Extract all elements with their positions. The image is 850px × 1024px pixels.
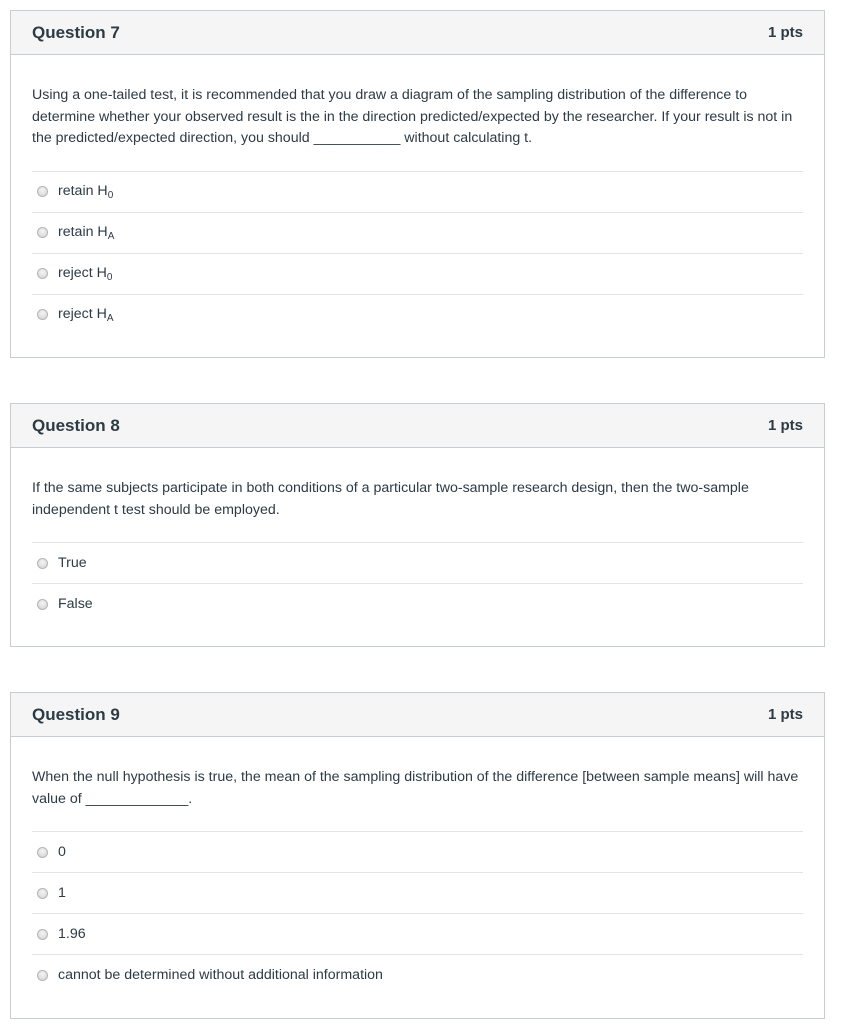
- radio-button[interactable]: [37, 558, 48, 569]
- answer-option[interactable]: [32, 295, 803, 335]
- question-text: When the null hypothesis is true, the mean of the sampling distribution of the difference [between sample means] will have value of _____________.: [32, 769, 799, 807]
- question-header: [11, 693, 824, 737]
- answer-option[interactable]: [32, 832, 803, 873]
- answer-list: [32, 831, 803, 995]
- question-8-card: [10, 403, 825, 647]
- question-points: 1 pts: [767, 417, 803, 434]
- answer-option[interactable]: [32, 172, 803, 213]
- radio-button[interactable]: [37, 186, 48, 197]
- question-title: Question 7: [32, 22, 120, 42]
- question-points: 1 pts: [767, 24, 803, 41]
- radio-button[interactable]: [37, 847, 48, 858]
- answer-option[interactable]: [32, 254, 803, 295]
- answer-label: False: [58, 596, 93, 612]
- radio-button[interactable]: [37, 268, 48, 279]
- radio-button[interactable]: [37, 227, 48, 238]
- answer-label: 1: [58, 885, 66, 901]
- answer-list: [32, 542, 803, 624]
- answer-option[interactable]: [32, 873, 803, 914]
- radio-button[interactable]: [37, 309, 48, 320]
- question-header: [11, 11, 824, 55]
- question-title: Question 8: [32, 415, 120, 435]
- answer-label: 1.96: [58, 926, 86, 942]
- answer-option[interactable]: [32, 213, 803, 254]
- answer-option[interactable]: [32, 914, 803, 955]
- radio-button[interactable]: [37, 888, 48, 899]
- radio-button[interactable]: [37, 970, 48, 981]
- question-points: 1 pts: [767, 706, 803, 723]
- question-header: [11, 404, 824, 448]
- question-text: If the same subjects participate in both conditions of a particular two-sample research design, then the two-sample independent t test should be employed.: [32, 480, 749, 518]
- answer-label: reject $H_A$: [58, 305, 114, 324]
- answer-option[interactable]: [32, 955, 803, 995]
- answer-option[interactable]: [32, 584, 803, 624]
- answer-label: cannot be determined without additional information: [58, 967, 383, 983]
- answer-label: reject $H_0$: [58, 264, 113, 283]
- radio-button[interactable]: [37, 599, 48, 610]
- answer-list: [32, 171, 803, 335]
- question-9-card: [10, 692, 825, 1019]
- question-7-card: [10, 10, 825, 358]
- answer-option[interactable]: [32, 543, 803, 584]
- answer-label: retain $H_0$: [58, 182, 114, 201]
- question-text: Using a one-tailed test, it is recommended that you draw a diagram of the sampling distribution of the difference to determine whether your observed result is the in the direction predicted/expected by the researcher. If your result is not in the predicted/expected direction, you should ___________ without calculating t.: [32, 87, 793, 146]
- answer-label: True: [58, 555, 87, 571]
- question-title: Question 9: [32, 704, 120, 724]
- answer-label: retain $H_A$: [58, 223, 115, 242]
- radio-button[interactable]: [37, 929, 48, 940]
- answer-label: 0: [58, 844, 66, 860]
